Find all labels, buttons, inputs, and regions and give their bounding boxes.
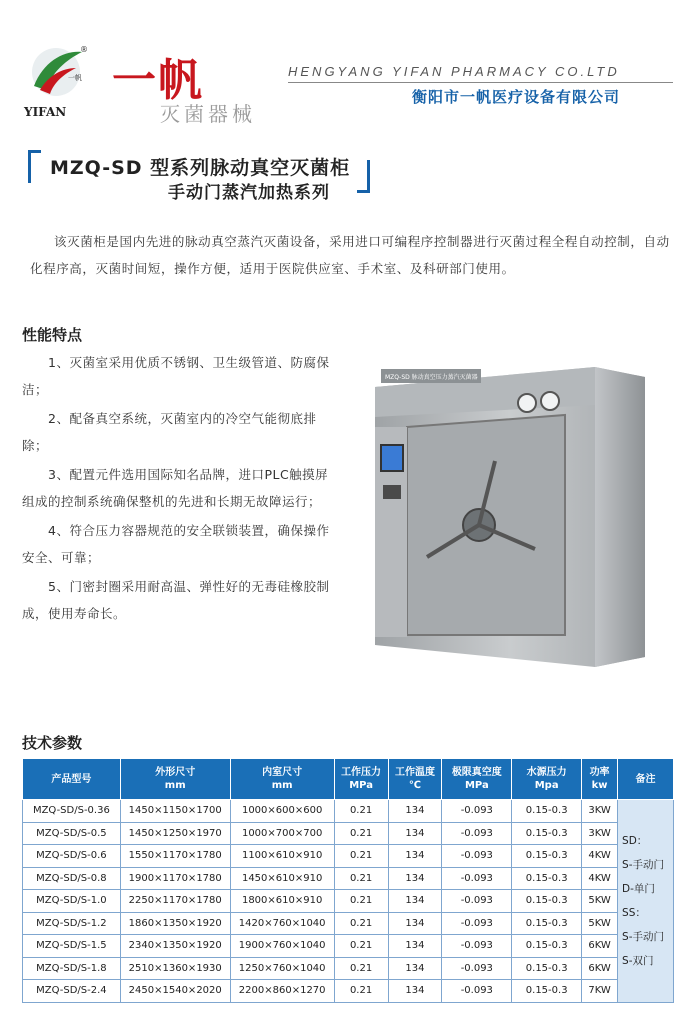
table-cell: 0.21 xyxy=(334,845,388,868)
table-cell: 0.21 xyxy=(334,890,388,913)
col-remark: 备注 xyxy=(618,759,674,800)
intro-paragraph: 该灭菌柜是国内先进的脉动真空蒸汽灭菌设备，采用进口可编程序控制器进行灭菌过程全程自动控制，自动化程序高，灭菌时间短，操作方便，适用于医院供应室、手术室、及科研部门使用。 xyxy=(30,234,670,276)
table-cell: 4KW xyxy=(582,867,618,890)
table-cell: 1860×1350×1920 xyxy=(120,912,230,935)
cabinet-side xyxy=(595,367,645,667)
title-bracket-right xyxy=(357,160,370,193)
table-cell: -0.093 xyxy=(442,822,512,845)
company-name-en: HENGYANG YIFAN PHARMACY CO.LTD xyxy=(288,64,620,79)
table-cell: 134 xyxy=(388,980,442,1003)
table-row xyxy=(23,912,674,935)
table-cell: -0.093 xyxy=(442,957,512,980)
table-cell: 0.15-0.3 xyxy=(512,800,582,823)
table-cell: 134 xyxy=(388,867,442,890)
company-logo xyxy=(22,42,94,122)
table-cell: -0.093 xyxy=(442,845,512,868)
touch-screen xyxy=(381,445,403,471)
table-cell: 1450×610×910 xyxy=(230,867,334,890)
col-temperature: 工作温度 ℃ xyxy=(388,759,442,800)
table-cell: 4KW xyxy=(582,845,618,868)
table-cell: 0.21 xyxy=(334,935,388,958)
feature-item: 1、灭菌室采用优质不锈钢、卫生级管道、防腐保洁； xyxy=(22,355,330,397)
table-cell: 134 xyxy=(388,957,442,980)
table-cell: 0.15-0.3 xyxy=(512,845,582,868)
remark-line: S-手动门 xyxy=(622,858,665,871)
feature-item: 5、门密封圈采用耐高温、弹性好的无毒硅橡胶制成，使用寿命长。 xyxy=(22,579,330,621)
table-cell: -0.093 xyxy=(442,935,512,958)
table-cell: MZQ-SD/S-0.36 xyxy=(23,800,121,823)
title-bracket-left xyxy=(28,150,41,183)
remark-cell xyxy=(618,800,674,1003)
product-title: MZQ-SD 型系列脉动真空灭菌柜 xyxy=(50,157,351,179)
table-cell: 5KW xyxy=(582,890,618,913)
nameplate-text: MZQ-SD 脉动真空压力蒸汽灭菌器 xyxy=(385,374,478,381)
table-cell: 2340×1350×1920 xyxy=(120,935,230,958)
feature-item: 4、符合压力容器规范的安全联锁装置，确保操作安全、可靠； xyxy=(22,523,330,565)
logo-en-text: YIFAN xyxy=(24,105,67,119)
feature-item: 2、配备真空系统，灭菌室内的冷空气能彻底排除； xyxy=(22,411,317,453)
col-water-pressure: 水源压力 Mpa xyxy=(512,759,582,800)
header-divider xyxy=(288,82,673,83)
table-cell: -0.093 xyxy=(442,800,512,823)
table-cell: 0.21 xyxy=(334,867,388,890)
table-cell: 7KW xyxy=(582,980,618,1003)
table-cell: 1900×1170×1780 xyxy=(120,867,230,890)
table-cell: 0.15-0.3 xyxy=(512,980,582,1003)
table-cell: 0.21 xyxy=(334,980,388,1003)
table-cell: 134 xyxy=(388,800,442,823)
table-cell: 1250×760×1040 xyxy=(230,957,334,980)
table-cell: 3KW xyxy=(582,822,618,845)
product-subtitle: 手动门蒸汽加热系列 xyxy=(168,183,330,203)
table-cell: 1000×700×700 xyxy=(230,822,334,845)
remark-line: SS： xyxy=(622,906,646,919)
table-cell: -0.093 xyxy=(442,890,512,913)
table-row xyxy=(23,980,674,1003)
table-cell: 134 xyxy=(388,890,442,913)
table-cell: 1900×760×1040 xyxy=(230,935,334,958)
table-cell: MZQ-SD/S-0.8 xyxy=(23,867,121,890)
table-cell: MZQ-SD/S-1.5 xyxy=(23,935,121,958)
table-cell: MZQ-SD/S-1.0 xyxy=(23,890,121,913)
table-cell: 0.15-0.3 xyxy=(512,912,582,935)
col-model: 产品型号 xyxy=(23,759,121,800)
specs-heading: 技术参数 xyxy=(22,734,83,752)
features-heading: 性能特点 xyxy=(22,326,83,344)
col-pressure: 工作压力 MPa xyxy=(334,759,388,800)
table-cell: -0.093 xyxy=(442,980,512,1003)
table-cell: 0.21 xyxy=(334,822,388,845)
table-cell: 134 xyxy=(388,912,442,935)
table-cell: MZQ-SD/S-1.2 xyxy=(23,912,121,935)
table-cell: 3KW xyxy=(582,800,618,823)
pressure-gauge-right-icon xyxy=(541,392,559,410)
table-cell: 2250×1170×1780 xyxy=(120,890,230,913)
table-cell: 0.15-0.3 xyxy=(512,822,582,845)
col-vacuum: 极限真空度 MPa xyxy=(442,759,512,800)
table-row xyxy=(23,867,674,890)
table-cell: 2200×860×1270 xyxy=(230,980,334,1003)
col-inner-size: 内室尺寸 mm xyxy=(230,759,334,800)
table-row xyxy=(23,822,674,845)
table-cell: 134 xyxy=(388,822,442,845)
table-cell: MZQ-SD/S-0.5 xyxy=(23,822,121,845)
brand-subtitle: 灭菌器械 xyxy=(160,102,256,126)
table-cell: 1550×1170×1780 xyxy=(120,845,230,868)
spec-table xyxy=(22,758,674,1003)
pressure-gauge-left-icon xyxy=(518,394,536,412)
table-cell: 1000×600×600 xyxy=(230,800,334,823)
table-cell: 2450×1540×2020 xyxy=(120,980,230,1003)
logo-small-text: 一帆 xyxy=(68,74,82,82)
table-cell: MZQ-SD/S-2.4 xyxy=(23,980,121,1003)
table-cell: 6KW xyxy=(582,935,618,958)
table-cell: 0.21 xyxy=(334,800,388,823)
table-row xyxy=(23,800,674,823)
table-cell: 6KW xyxy=(582,957,618,980)
table-cell: 134 xyxy=(388,935,442,958)
table-row xyxy=(23,845,674,868)
col-outer-size: 外形尺寸 mm xyxy=(120,759,230,800)
table-cell: MZQ-SD/S-1.8 xyxy=(23,957,121,980)
table-cell: 0.15-0.3 xyxy=(512,935,582,958)
table-cell: 1450×1250×1970 xyxy=(120,822,230,845)
brand-name: 一帆 xyxy=(112,55,204,106)
table-header-row xyxy=(23,759,674,800)
registered-mark: ® xyxy=(80,45,88,54)
table-cell: 134 xyxy=(388,845,442,868)
table-cell: -0.093 xyxy=(442,867,512,890)
remark-line: S-双门 xyxy=(622,954,654,967)
remark-line: S-手动门 xyxy=(622,930,665,943)
company-name-cn: 衡阳市一帆医疗设备有限公司 xyxy=(412,88,621,106)
table-cell: 1420×760×1040 xyxy=(230,912,334,935)
table-cell: 1800×610×910 xyxy=(230,890,334,913)
table-cell: 5KW xyxy=(582,912,618,935)
table-cell: -0.093 xyxy=(442,912,512,935)
features-list xyxy=(22,350,338,630)
table-row xyxy=(23,890,674,913)
table-cell: 1450×1150×1700 xyxy=(120,800,230,823)
col-power: 功率 kw xyxy=(582,759,618,800)
feature-item: 3、配置元件选用国际知名品牌，进口PLC触摸屏组成的控制系统确保整机的先进和长期无故障运行； xyxy=(22,467,329,509)
table-cell: 2510×1360×1930 xyxy=(120,957,230,980)
table-cell: MZQ-SD/S-0.6 xyxy=(23,845,121,868)
table-row xyxy=(23,957,674,980)
table-row xyxy=(23,935,674,958)
table-cell: 0.15-0.3 xyxy=(512,957,582,980)
table-cell: 0.15-0.3 xyxy=(512,867,582,890)
table-cell: 0.21 xyxy=(334,912,388,935)
table-cell: 0.21 xyxy=(334,957,388,980)
table-cell: 1100×610×910 xyxy=(230,845,334,868)
remark-line: D-单门 xyxy=(622,882,655,895)
printer-slot xyxy=(383,485,401,499)
sterilizer-product-image xyxy=(345,345,675,675)
table-cell: 0.15-0.3 xyxy=(512,890,582,913)
remark-line: SD： xyxy=(622,834,648,847)
